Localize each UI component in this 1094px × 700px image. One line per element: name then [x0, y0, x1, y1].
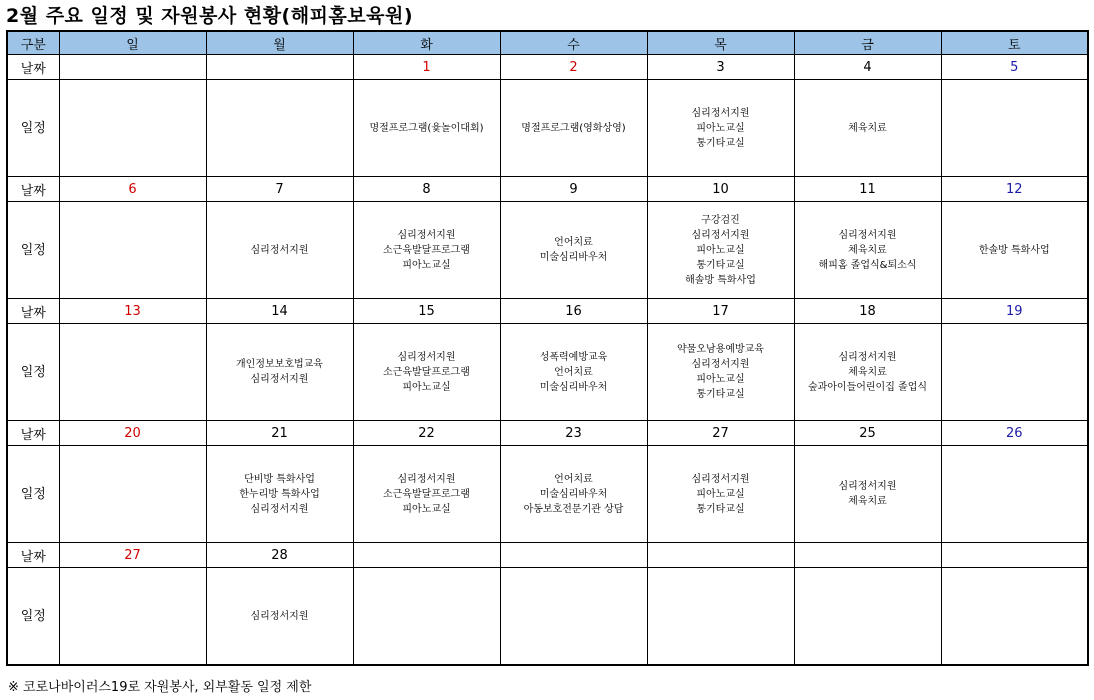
schedule-row: [7, 80, 1088, 177]
date-cell-sat: 26: [941, 421, 1088, 446]
schedule-cell-sat: [941, 568, 1088, 666]
date-row-label: 날짜: [7, 177, 59, 202]
date-cell-fri: 25: [794, 421, 941, 446]
schedule-cell-tue: [353, 202, 500, 299]
schedule-cell-mon: [206, 568, 353, 666]
date-cell-mon: 28: [206, 543, 353, 568]
schedule-item: 심리정서지원: [691, 359, 750, 370]
date-cell-thu: 27: [647, 421, 794, 446]
date-row: [7, 55, 1088, 80]
schedule-cell-wed: [500, 202, 647, 299]
schedule-item: 체육치료: [848, 496, 887, 507]
date-cell-sun: 6: [59, 177, 206, 202]
schedule-item: 소근육발달프로그램: [383, 488, 470, 500]
schedule-row: [7, 446, 1088, 543]
schedule-cell-mon: [206, 446, 353, 543]
header-day-wed: 수: [500, 31, 647, 55]
date-row-label: 날짜: [7, 421, 59, 446]
schedule-cell-tue: [353, 324, 500, 421]
schedule-row-label: 일정: [7, 202, 59, 299]
schedule-cell-wed: [500, 568, 647, 666]
schedule-item: 숲과아이들어린이집 졸업식: [807, 381, 928, 393]
date-cell-wed: 23: [500, 421, 647, 446]
schedule-cell-sun: [59, 202, 206, 299]
schedule-item: 심리정서지원: [838, 481, 897, 492]
schedule-item: 피아노교실: [402, 259, 451, 271]
date-row: [7, 421, 1088, 446]
schedule-item: 언어치료: [554, 366, 593, 378]
schedule-cell-sun: [59, 324, 206, 421]
date-cell-wed: [500, 543, 647, 568]
schedule-item: 체육치료: [848, 366, 887, 378]
schedule-item: 명절프로그램(영화상영): [521, 122, 626, 134]
schedule-cell-fri: [794, 446, 941, 543]
schedule-item: 미술심리바우처: [539, 381, 608, 393]
schedule-item: 심리정서지원: [838, 351, 897, 363]
schedule-item: 개인정보보호법교육: [236, 359, 323, 370]
schedule-item: 심리정서지원: [691, 473, 750, 485]
schedule-item: 심리정서지원: [838, 229, 897, 241]
date-row: [7, 177, 1088, 202]
schedule-item: 통기타교실: [696, 503, 745, 515]
date-cell-tue: [353, 543, 500, 568]
schedule-item: 심리정서지원: [250, 244, 309, 256]
schedule-row-label: 일정: [7, 80, 59, 177]
date-cell-fri: 11: [794, 177, 941, 202]
schedule-cell-tue: [353, 80, 500, 177]
schedule-row-label: 일정: [7, 324, 59, 421]
schedule-cell-mon: [206, 202, 353, 299]
schedule-cell-wed: [500, 324, 647, 421]
schedule-cell-sat: [941, 202, 1088, 299]
schedule-row: [7, 202, 1088, 299]
schedule-item: 심리정서지원: [691, 107, 750, 119]
date-cell-fri: 18: [794, 299, 941, 324]
schedule-cell-tue: [353, 568, 500, 666]
schedule-item: 아동보호전문기관 상담: [523, 503, 624, 515]
schedule-row: [7, 568, 1088, 666]
schedule-cell-thu: [647, 202, 794, 299]
date-cell-thu: 17: [647, 299, 794, 324]
schedule-row-label: 일정: [7, 568, 59, 666]
header-day-fri: 금: [794, 31, 941, 55]
date-row-label: 날짜: [7, 55, 59, 80]
schedule-item: 소근육발달프로그램: [383, 244, 470, 256]
date-cell-wed: 16: [500, 299, 647, 324]
schedule-item: 심리정서지원: [397, 473, 456, 485]
schedule-row-label: 일정: [7, 446, 59, 543]
schedule-item: 한솔방 특화사업: [978, 244, 1050, 256]
schedule-cell-fri: [794, 80, 941, 177]
date-cell-thu: [647, 543, 794, 568]
date-cell-fri: 4: [794, 55, 941, 80]
date-cell-sat: 12: [941, 177, 1088, 202]
date-cell-sun: 13: [59, 299, 206, 324]
schedule-cell-wed: [500, 80, 647, 177]
date-row-label: 날짜: [7, 543, 59, 568]
date-cell-sun: 27: [59, 543, 206, 568]
header-day-sat: 토: [941, 31, 1088, 55]
schedule-item: 심리정서지원: [397, 351, 456, 363]
schedule-calendar-table: [6, 30, 1089, 666]
schedule-item: 심리정서지원: [250, 610, 309, 622]
footnote: ※ 코로나바이러스19로 자원봉사, 외부활동 일정 제한: [8, 680, 312, 695]
schedule-item: 성폭력예방교육: [539, 351, 608, 363]
schedule-item: 통기타교실: [696, 389, 745, 400]
date-cell-mon: 7: [206, 177, 353, 202]
schedule-cell-thu: [647, 324, 794, 421]
schedule-item: 통기타교실: [696, 137, 745, 149]
schedule-item: 피아노교실: [402, 381, 451, 393]
schedule-cell-sun: [59, 80, 206, 177]
schedule-item: 언어치료: [554, 237, 593, 248]
date-cell-wed: 9: [500, 177, 647, 202]
date-cell-sat: 19: [941, 299, 1088, 324]
schedule-item: 심리정서지원: [250, 374, 309, 385]
schedule-item: 언어치료: [554, 473, 593, 485]
header-day-tue: 화: [353, 31, 500, 55]
date-row-label: 날짜: [7, 299, 59, 324]
header-day-sun: 일: [59, 31, 206, 55]
date-cell-mon: 21: [206, 421, 353, 446]
schedule-cell-thu: [647, 446, 794, 543]
date-cell-tue: 15: [353, 299, 500, 324]
schedule-item: 피아노교실: [696, 488, 745, 500]
schedule-item: 피아노교실: [696, 244, 745, 256]
schedule-cell-fri: [794, 202, 941, 299]
schedule-cell-wed: [500, 446, 647, 543]
date-cell-wed: 2: [500, 55, 647, 80]
date-row: [7, 299, 1088, 324]
schedule-row: [7, 324, 1088, 421]
schedule-cell-thu: [647, 568, 794, 666]
date-cell-fri: [794, 543, 941, 568]
calendar-body: [7, 55, 1088, 666]
schedule-cell-sat: [941, 446, 1088, 543]
schedule-item: 피아노교실: [696, 122, 745, 134]
schedule-item: 명절프로그램(윷놀이대회): [369, 122, 484, 134]
schedule-cell-mon: [206, 324, 353, 421]
schedule-item: 심리정서지원: [250, 503, 309, 515]
date-cell-mon: 14: [206, 299, 353, 324]
date-cell-sat: [941, 543, 1088, 568]
schedule-item: 체육치료: [848, 244, 887, 256]
header-day-thu: 목: [647, 31, 794, 55]
date-cell-thu: 10: [647, 177, 794, 202]
schedule-cell-fri: [794, 324, 941, 421]
date-row: [7, 543, 1088, 568]
schedule-item: 해피홈 졸업식&퇴소식: [818, 259, 917, 271]
date-cell-thu: 3: [647, 55, 794, 80]
header-day-mon: 월: [206, 31, 353, 55]
schedule-item: 피아노교실: [402, 503, 451, 515]
schedule-cell-sun: [59, 446, 206, 543]
schedule-item: 통기타교실: [696, 259, 745, 271]
date-cell-sat: 5: [941, 55, 1088, 80]
schedule-item: 미술심리바우처: [539, 252, 608, 263]
schedule-item: 소근육발달프로그램: [383, 366, 470, 378]
schedule-item: 심리정서지원: [691, 229, 750, 241]
date-cell-tue: 22: [353, 421, 500, 446]
schedule-cell-fri: [794, 568, 941, 666]
date-cell-sun: [59, 55, 206, 80]
page-title: 2월 주요 일정 및 자원봉사 현황(해피홈보육원): [6, 5, 414, 27]
date-cell-mon: [206, 55, 353, 80]
date-cell-sun: 20: [59, 421, 206, 446]
schedule-item: 심리정서지원: [397, 229, 456, 241]
schedule-cell-mon: [206, 80, 353, 177]
schedule-cell-sun: [59, 568, 206, 666]
date-cell-tue: 8: [353, 177, 500, 202]
schedule-item: 해솔방 특화사업: [685, 274, 756, 286]
date-cell-tue: 1: [353, 55, 500, 80]
schedule-cell-sat: [941, 324, 1088, 421]
schedule-cell-thu: [647, 80, 794, 177]
schedule-item: 한누리방 특화사업: [239, 488, 320, 500]
schedule-item: 피아노교실: [696, 374, 745, 385]
schedule-cell-tue: [353, 446, 500, 543]
schedule-item: 단비방 특화사업: [244, 473, 315, 485]
schedule-item: 미술심리바우처: [539, 488, 608, 500]
schedule-item: 약물오남용예방교육: [677, 344, 764, 355]
schedule-cell-sat: [941, 80, 1088, 177]
schedule-item: 체육치료: [848, 122, 887, 134]
header-row: [7, 31, 1088, 55]
schedule-item: 구강검진: [701, 214, 740, 226]
header-label-cell: 구분: [7, 31, 59, 55]
